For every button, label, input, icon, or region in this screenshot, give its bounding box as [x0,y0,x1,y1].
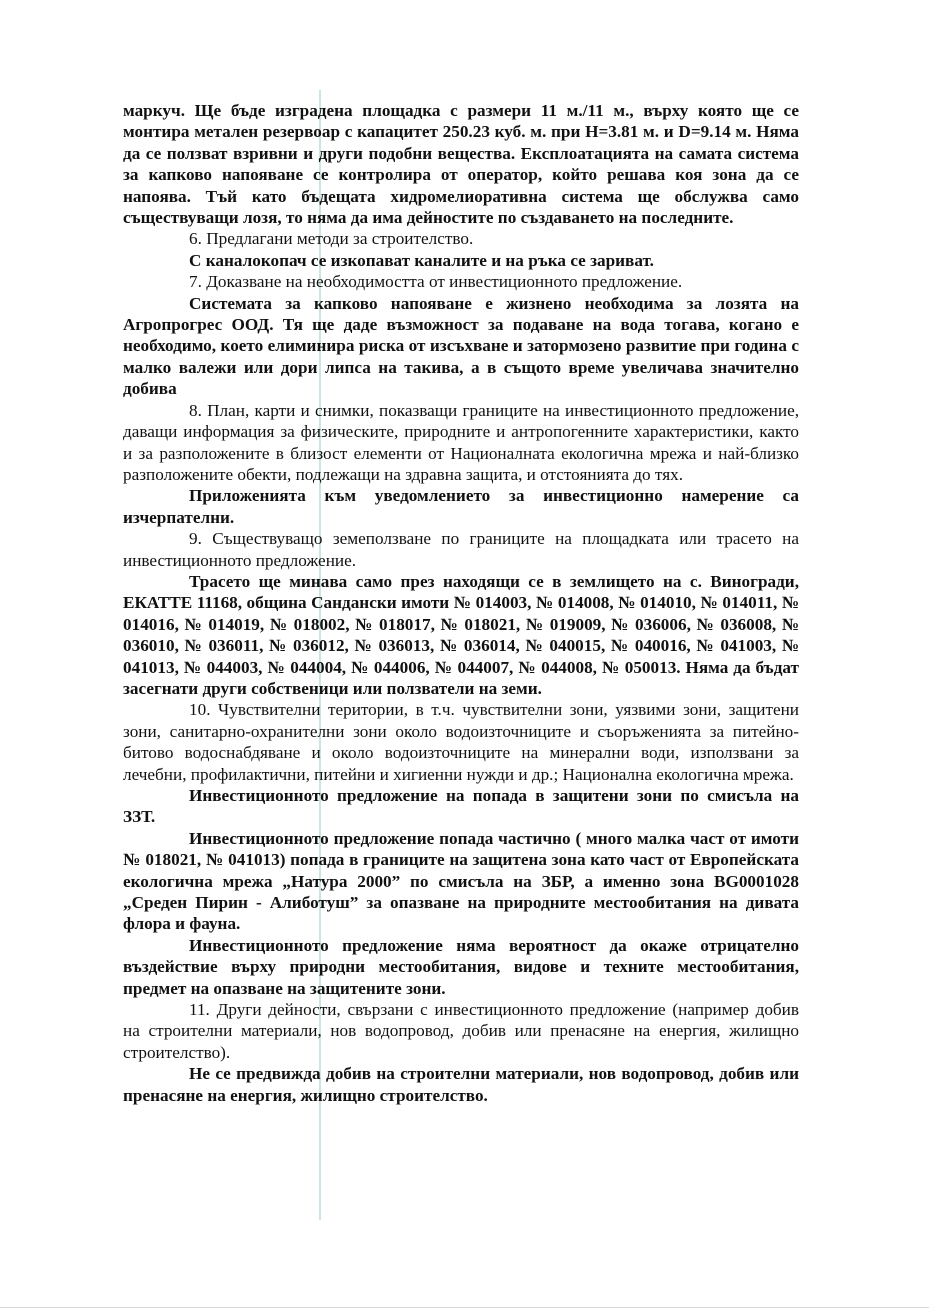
paragraph-attachments: Приложенията към уведомлението за инвестиционно намерение са изчерпателни. [123,486,799,527]
document-page [123,100,799,1106]
paragraph-route-properties: Трасето ще минава само през находящи се в землището на с. Виногради, ЕКАТТЕ 11168, община Сандански имоти № 014003, № 014008, № 014010, № 014011, № 014016, № 014019, № 018002, № 018017, № 018021, № 019009, № 036006, № 036008, № 036010, № 036011, № 036012, № 036013, № 036014, № 040015, № 040016, № 041003, № 041013, № 044003, № 044004, № 044006, № 044007, № 044008, № 050013. Няма да бъдат засегнати други собственици или ползватели на земи. [123,571,799,698]
paragraph-no-other-activities: Не се предвижда добив на строителни материали, нов водопровод, добив или пренасяне на енергия, жилищно строителство. [123,1064,799,1105]
heading-6-construction-methods: 6. Предлагани методи за строителство. [189,229,474,249]
paragraph-trenching: С каналокопач се изкопават каналите и на ръка се зариват. [189,250,654,270]
heading-9-land-use: 9. Съществуващо земеползване по границите на площадката или трасето на инвестиционното предложение. [123,529,799,570]
paragraph-no-negative-impact: Инвестиционното предложение няма вероятност да окаже отрицателно въздействие върху природни местообитания, видове и техните местообитания, предмет на опазване на защитените зони. [123,935,799,998]
heading-11-other-activities: 11. Други дейности, свързани с инвестиционното предложение (например добив на строителни материали, нов водопровод, добив или пренасяне на енергия, жилищно строителство). [123,1000,799,1062]
scan-edge [0,1307,929,1308]
paragraph-necessity: Системата за капково напояване е жизнено необходима за лозята на Агропрогрес ООД. Тя ще даде възможност за подаване на вода тогава, когано е необходимо, което елиминира риска от изсъхване и затормозено развитие при година с малко валежи или дори липса на такива, а в същото време увеличава значително добива [123,293,799,399]
heading-10-sensitive-territories: 10. Чувствителни територии, в т.ч. чувствителни зони, уязвими зони, защитени зони, санитарно-охранителни зони около водоизточниците и съоръженията за питейно-битово водоснабдяване и около водоизточниците на минерални води, използвани за лечебни, профилактични, питейни и хигиенни нужди и др.; Национална екологична мрежа. [123,700,799,784]
heading-8-maps-and-photos: 8. План, карти и снимки, показващи границите на инвестиционното предложение, даващи информация за физическите, природните и антропогенните характеристики, както и за разположените в близост елементи от Националната екологична мрежа и най-близко разположените обекти, подлежащи на здравна защита, и отстоянията до тях. [123,400,799,484]
paragraph-natura-2000: Инвестиционното предложение попада частично ( много малка част от имоти № 018021, № 041013) попада в границите на защитена зона като част от Европейската екологична мрежа „Натура 2000” по смисъла на ЗБР, а именно зона BG0001028 „Среден Пирин - Алиботуш” за опазване на природните местообитания на дивата флора и фауна. [123,828,799,934]
paragraph-construction-details: маркуч. Ще бъде изградена площадка с размери 11 м./11 м., върху която ще се монтира метален резервоар с капацитет 250.23 куб. м. при H=3.81 м. и D=9.14 м. Няма да се ползват взривни и други подобни вещества. Експлоатацията на самата система за капково напояване се контролира от оператор, който решава коя зона да се напоява. Тъй като бъдещата хидромелиоративна система ще обслужва само съществуващи лозя, то няма да има дейностите по създаването на последните. [123,101,799,228]
paragraph-protected-areas-zzt: Инвестиционното предложение на попада в защитени зони по смисъла на ЗЗТ. [123,786,799,827]
heading-7-necessity: 7. Доказване на необходимостта от инвестиционното предложение. [189,272,683,292]
